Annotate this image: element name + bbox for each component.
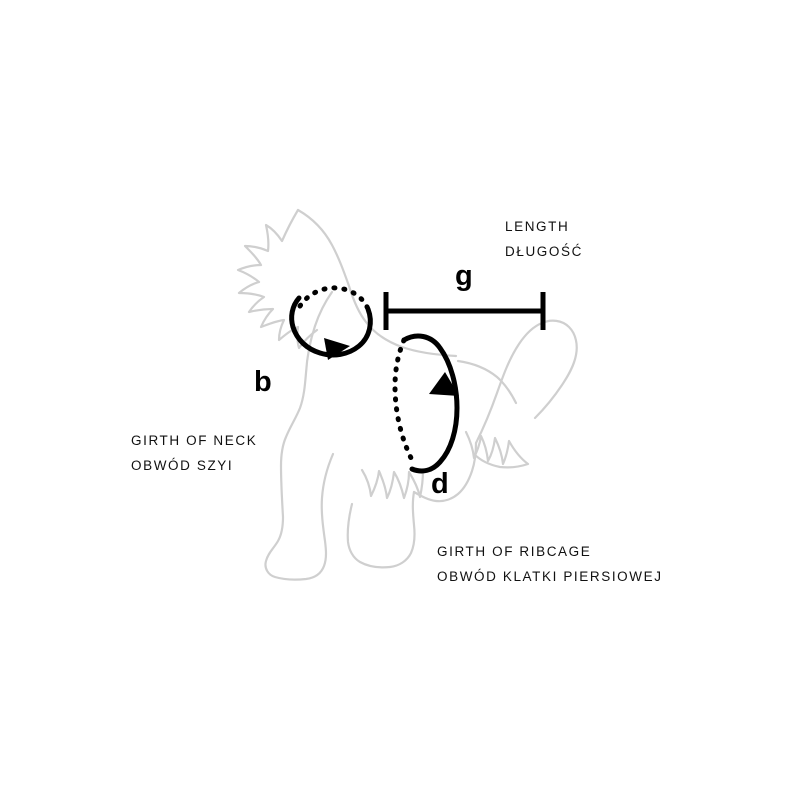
label-length — [505, 214, 583, 264]
label-girth-of-ribcage-en: GIRTH OF RIBCAGE — [437, 544, 592, 559]
label-girth-of-neck — [131, 428, 257, 478]
dog-tail-outline — [476, 321, 577, 443]
label-girth-of-neck-en: GIRTH OF NECK — [131, 433, 258, 448]
label-length-pl: DŁUGOŚĆ — [505, 244, 583, 259]
neck-girth-dotted-arc — [300, 288, 368, 309]
neck-girth-marker — [292, 288, 371, 360]
dog-back-outline — [298, 210, 456, 356]
dog-belly-hind-leg-outline — [348, 492, 415, 567]
label-length-en: LENGTH — [505, 219, 570, 234]
letter-g-length: g — [455, 260, 473, 292]
dog-head-outline — [238, 210, 317, 348]
length-marker — [386, 292, 543, 330]
letter-b-neck: b — [254, 366, 272, 398]
label-girth-of-neck-pl: OBWÓD SZYI — [131, 458, 234, 473]
label-girth-of-ribcage-pl: OBWÓD KLATKI PIERSIOWEJ — [437, 569, 663, 584]
ribcage-girth-dotted-arc — [395, 340, 412, 460]
letter-d-ribcage: d — [431, 468, 449, 500]
dog-outline-group — [238, 210, 577, 580]
label-girth-of-ribcage — [437, 539, 663, 589]
